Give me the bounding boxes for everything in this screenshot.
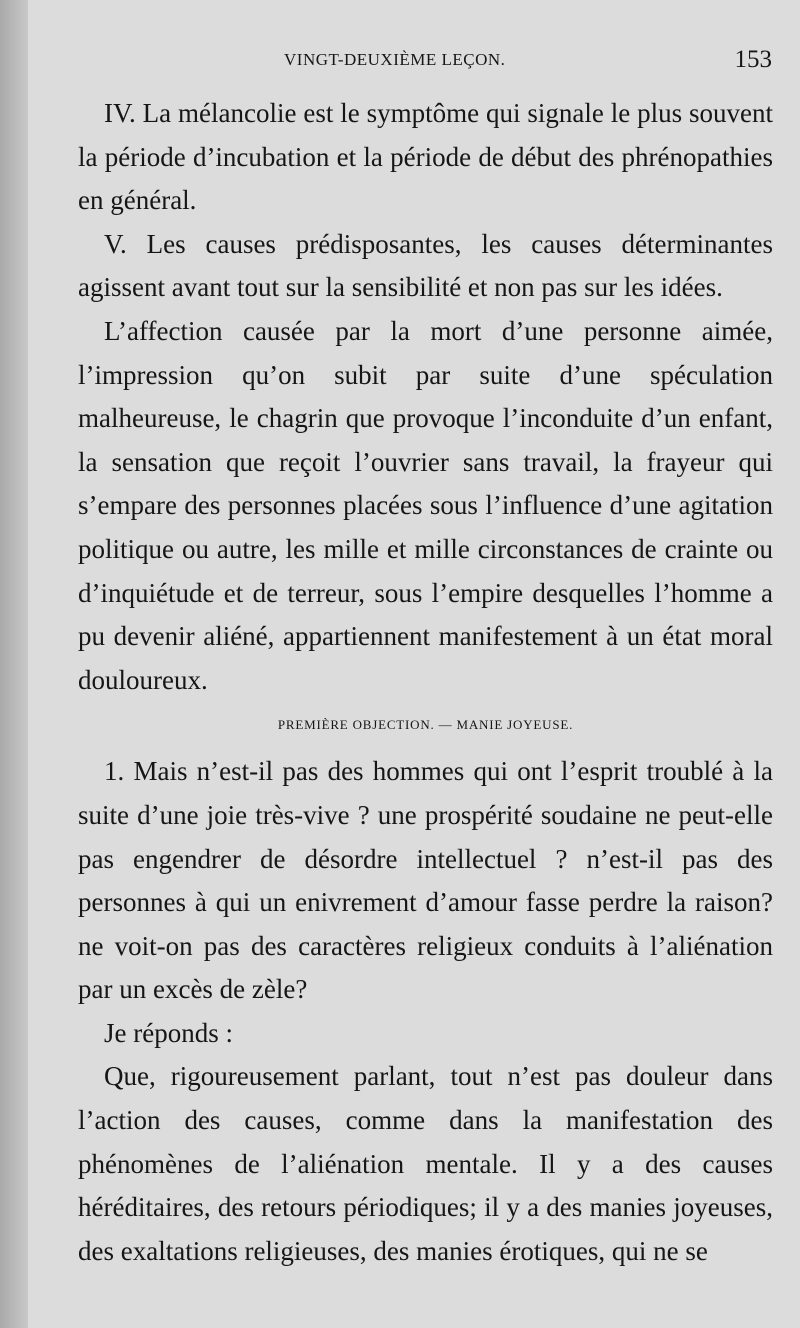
page-number: 153 [734,46,772,73]
book-page [28,0,800,1328]
running-title: VINGT-DEUXIÈME LEÇON. [284,50,506,69]
paragraph-iv: IV. La mélancolie est le symptôme qui signale le plus souvent la période d’incubation et la période de début des phrénopathies en général. [78,98,773,216]
page-edge-shadow [0,0,28,1328]
page-header [28,46,800,76]
section-heading: PREMIÈRE OBJECTION. — MANIE JOYEUSE. [277,717,574,733]
paragraph-objection-1: 1. Mais n’est-il pas des hommes qui ont l’esprit troublé à la suite d’une joie très-vive ? une prospérité soudaine ne peut-elle pas engendrer de désordre intellectuel ? n’est-il pas des personnes à qui un enivrement d’amour fasse perdre la raison? ne voit-on pas des caractères religieux conduits à l’aliénation par un excès de zèle? [78,756,773,1005]
paragraph-affection: L’affection causée par la mort d’une personne aimée, l’impression qu’on subit par suite d’une spéculation malheureuse, le chagrin que provoque l’inconduite d’un enfant, la sensation que reçoit l’ouvrier sans travail, la frayeur qui s’empare des personnes placées sous l’influence d’une agitation politique ou autre, les mille et mille circonstances de crainte ou d’inquiétude et de terreur, sous l’empire desquelles l’homme a pu devenir aliéné, appartiennent manifestement à un état moral douloureux. [78,315,773,695]
paragraph-v: V. Les causes prédisposantes, les causes déterminantes agissent avant tout sur la sensibilité et non pas sur les idées. [78,228,773,303]
page-body [78,92,773,1273]
paragraph-je-reponds: Je réponds : [104,1017,233,1048]
paragraph-que-rigoureusement: Que, rigoureusement parlant, tout n’est pas douleur dans l’action des causes, comme dans la manifestation des phénomènes de l’aliénation mentale. Il y a des causes héréditaires, des retours périodiques; il y a des manies joyeuses, des exaltations religieuses, des manies érotiques, qui ne se [78,1061,773,1266]
